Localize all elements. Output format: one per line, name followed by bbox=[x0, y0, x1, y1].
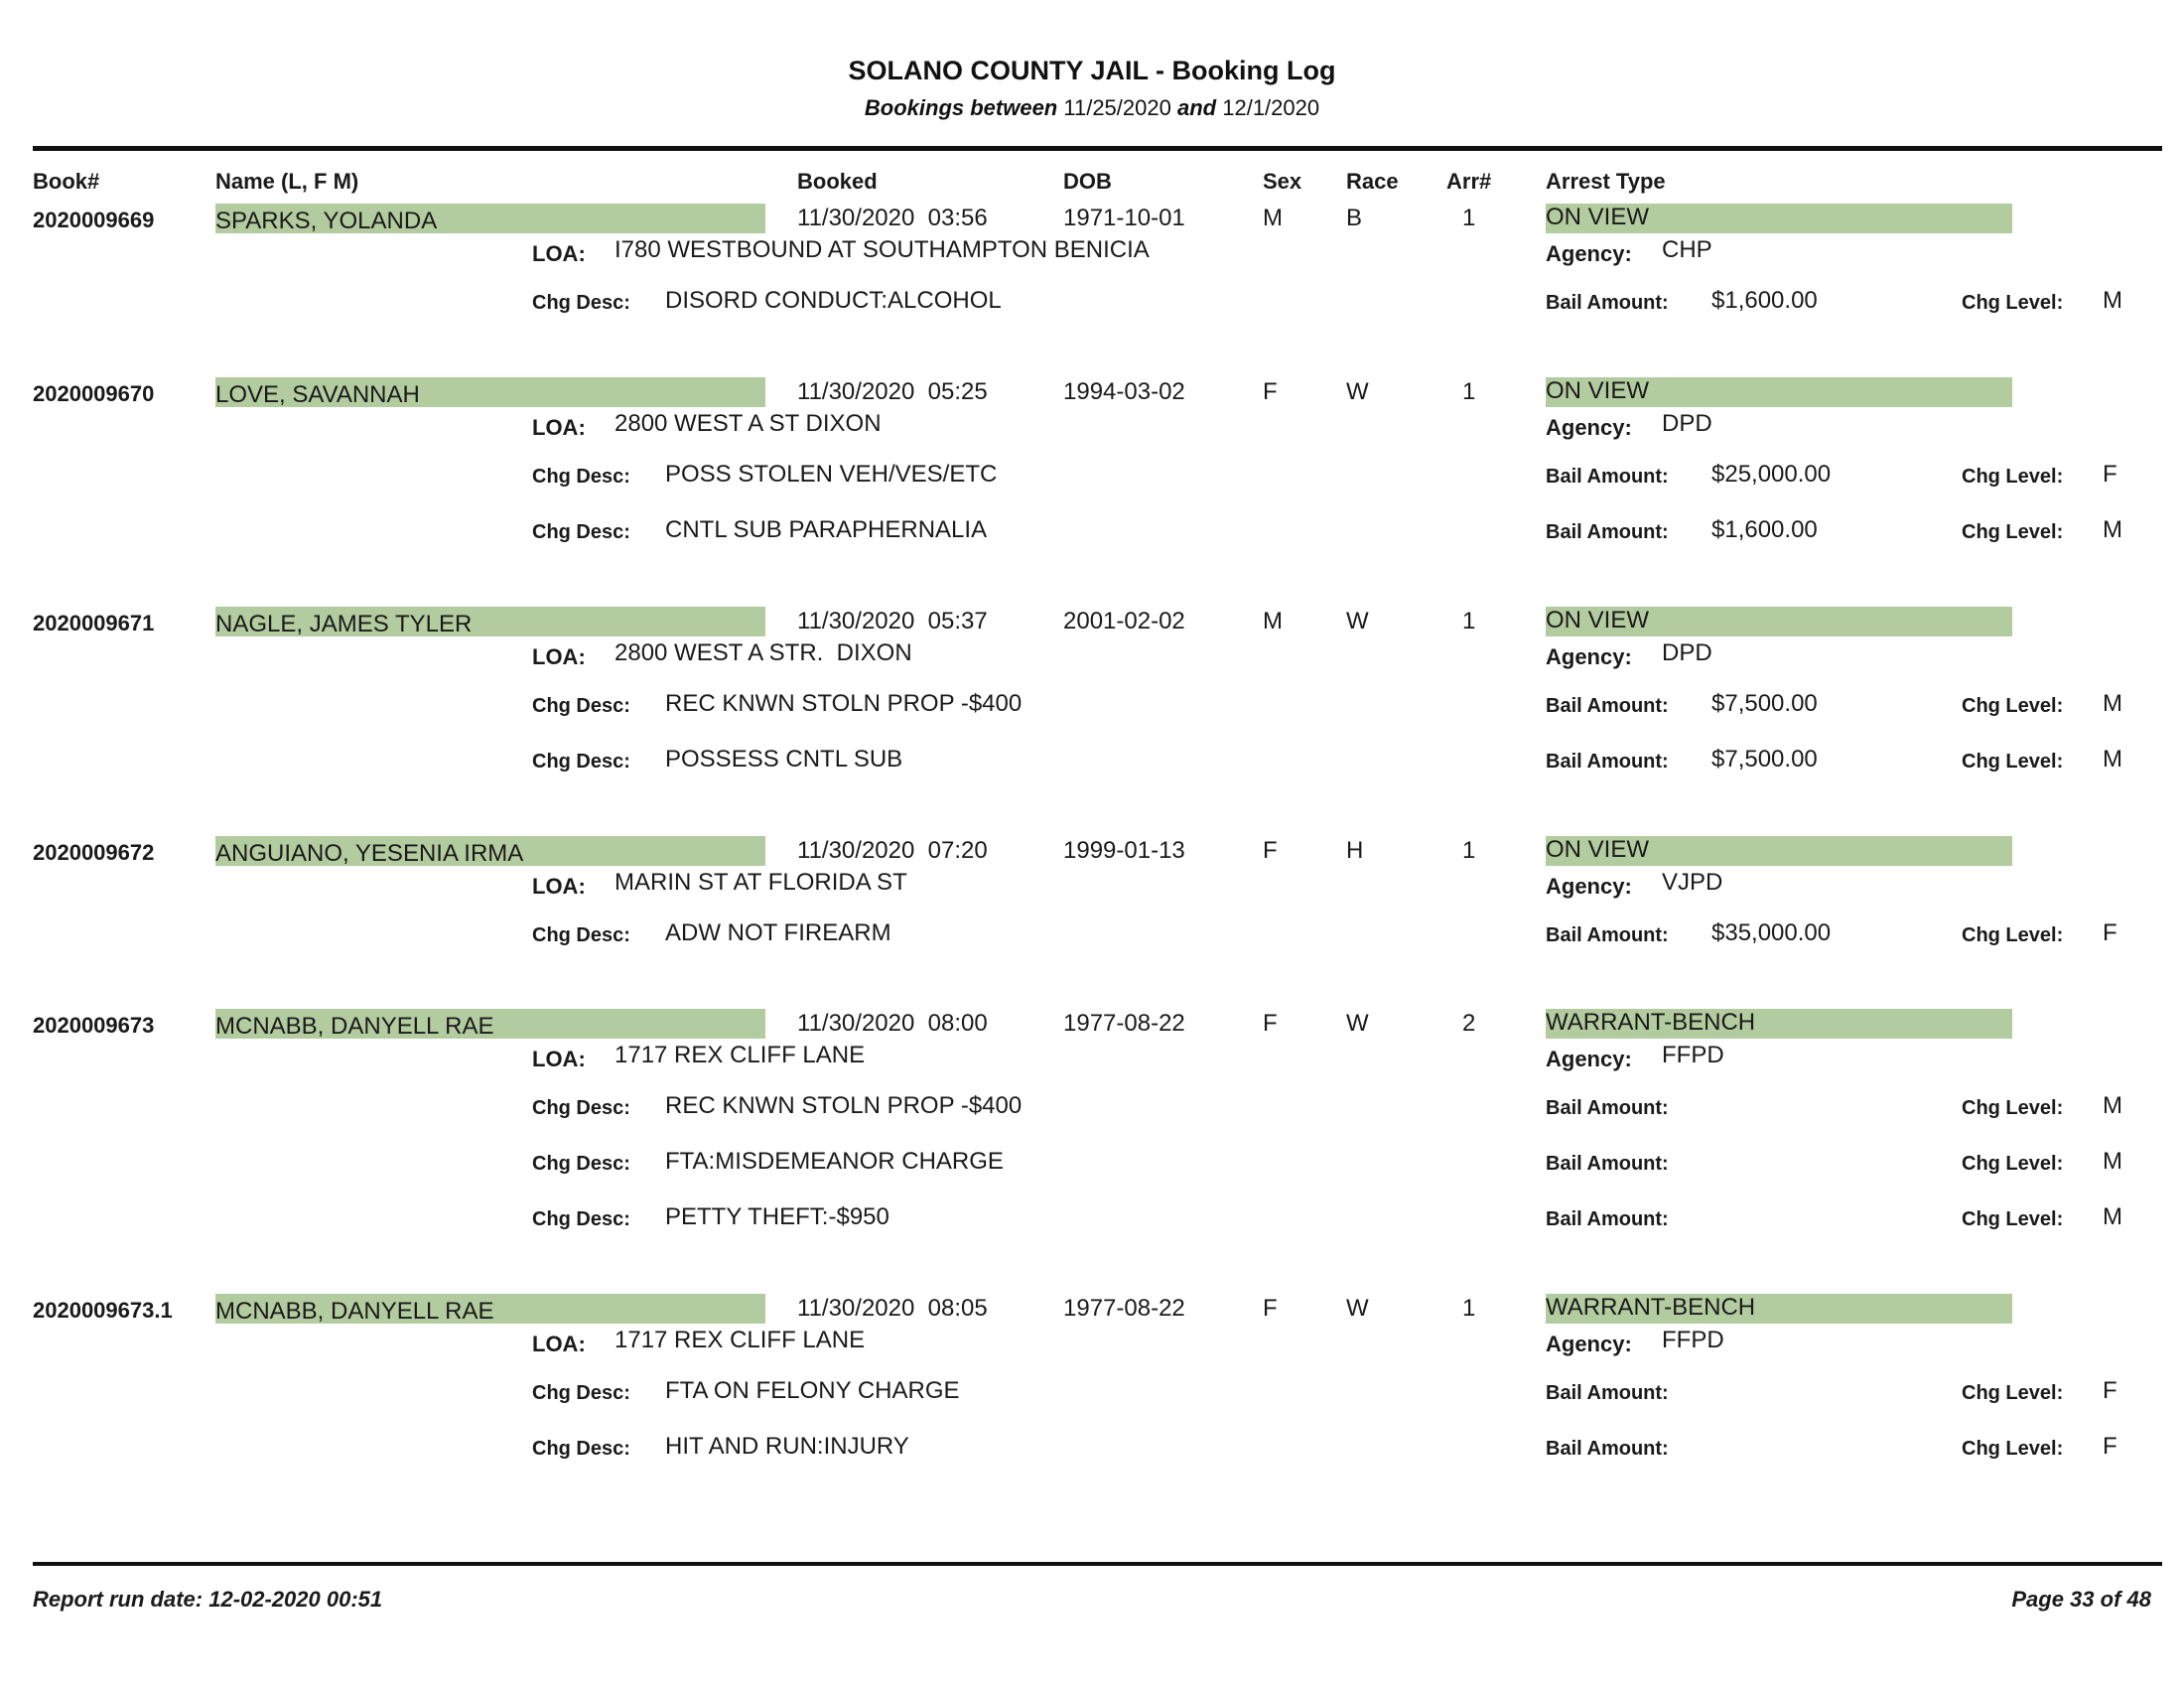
charge-row bbox=[0, 1147, 2184, 1187]
charge-row bbox=[0, 1091, 2184, 1131]
page-number: Page 33 of 48 bbox=[2011, 1587, 2151, 1612]
agency-label: Agency: bbox=[1546, 1332, 1632, 1356]
charge-desc: HIT AND RUN:INJURY bbox=[665, 1433, 909, 1460]
booked-datetime: 11/30/2020 05:37 bbox=[797, 608, 988, 634]
charge-desc: DISORD CONDUCT:ALCOHOL bbox=[665, 287, 1002, 314]
arrest-count: 1 bbox=[1462, 1295, 1476, 1322]
charge-level-label: Chg Level: bbox=[1962, 1208, 2064, 1230]
arrest-type: WARRANT-BENCH bbox=[1546, 1294, 1756, 1321]
charge-level-label: Chg Level: bbox=[1962, 1382, 2064, 1404]
name-highlight bbox=[215, 377, 765, 407]
bail-amount: $1,600.00 bbox=[1711, 516, 1818, 543]
person-name: MCNABB, DANYELL RAE bbox=[215, 1013, 494, 1040]
charge-desc: FTA ON FELONY CHARGE bbox=[665, 1377, 960, 1404]
charge-desc-label: Chg Desc: bbox=[532, 695, 630, 717]
loa-value: 2800 WEST A STR. DIXON bbox=[614, 639, 912, 666]
charge-level: M bbox=[2103, 287, 2122, 314]
charge-desc: FTA:MISDEMEANOR CHARGE bbox=[665, 1148, 1004, 1175]
dob: 1977-08-22 bbox=[1063, 1010, 1185, 1037]
charge-desc-label: Chg Desc: bbox=[532, 1382, 630, 1404]
loa-value: 2800 WEST A ST DIXON bbox=[614, 410, 882, 437]
loa-value: 1717 REX CLIFF LANE bbox=[614, 1327, 866, 1353]
person-name: MCNABB, DANYELL RAE bbox=[215, 1298, 494, 1325]
charge-row bbox=[0, 286, 2184, 326]
agency-label: Agency: bbox=[1546, 1047, 1632, 1071]
bottom-divider bbox=[33, 1562, 2162, 1566]
person-name: ANGUIANO, YESENIA IRMA bbox=[215, 840, 524, 867]
sex: M bbox=[1263, 608, 1283, 634]
booked-datetime: 11/30/2020 08:00 bbox=[797, 1010, 988, 1037]
booking-record bbox=[0, 836, 2184, 899]
booking-record bbox=[0, 204, 2184, 266]
sex: M bbox=[1263, 205, 1283, 231]
charge-level-label: Chg Level: bbox=[1962, 1153, 2064, 1175]
bail-amount-label: Bail Amount: bbox=[1546, 466, 1669, 488]
arrest-type-highlight bbox=[1546, 607, 2012, 636]
charge-level: F bbox=[2103, 919, 2117, 946]
loa-label: LOA: bbox=[532, 1332, 586, 1356]
charge-level: M bbox=[2103, 690, 2122, 717]
agency-value: DPD bbox=[1662, 639, 1712, 666]
charge-desc-label: Chg Desc: bbox=[532, 751, 630, 773]
bail-amount-label: Bail Amount: bbox=[1546, 924, 1669, 946]
charge-row bbox=[0, 745, 2184, 784]
dob: 1994-03-02 bbox=[1063, 378, 1185, 405]
arrest-type-highlight bbox=[1546, 836, 2012, 866]
bail-amount-label: Bail Amount: bbox=[1546, 695, 1669, 717]
arrest-count: 2 bbox=[1462, 1010, 1476, 1037]
charge-desc-label: Chg Desc: bbox=[532, 292, 630, 314]
loa-label: LOA: bbox=[532, 874, 586, 899]
arrest-type-highlight bbox=[1546, 377, 2012, 407]
sex: F bbox=[1263, 378, 1278, 405]
charge-row bbox=[0, 1376, 2184, 1416]
name-highlight bbox=[215, 836, 765, 866]
dob: 2001-02-02 bbox=[1063, 608, 1185, 634]
arrest-type: WARRANT-BENCH bbox=[1546, 1009, 1756, 1036]
book-number: 2020009673 bbox=[33, 1013, 155, 1038]
book-number: 2020009671 bbox=[33, 611, 155, 635]
arrest-type: ON VIEW bbox=[1546, 204, 1650, 230]
start-date: 11/25/2020 bbox=[1063, 95, 1171, 120]
race: W bbox=[1346, 1295, 1369, 1322]
race: W bbox=[1346, 378, 1369, 405]
report-run-date: Report run date: 12-02-2020 00:51 bbox=[33, 1587, 383, 1612]
charge-level-label: Chg Level: bbox=[1962, 751, 2064, 773]
charge-desc-label: Chg Desc: bbox=[532, 924, 630, 946]
report-title: SOLANO COUNTY JAIL - Booking Log bbox=[848, 56, 1336, 85]
col-race: Race bbox=[1346, 169, 1399, 194]
sex: F bbox=[1263, 1010, 1278, 1037]
charge-level: M bbox=[2103, 1203, 2122, 1230]
agency-value: VJPD bbox=[1662, 869, 1723, 896]
loa-value: I780 WESTBOUND AT SOUTHAMPTON BENICIA bbox=[614, 236, 1150, 263]
booked-datetime: 11/30/2020 07:20 bbox=[797, 837, 988, 864]
loa-label: LOA: bbox=[532, 415, 586, 440]
booked-datetime: 11/30/2020 05:25 bbox=[797, 378, 988, 405]
charge-level-label: Chg Level: bbox=[1962, 521, 2064, 543]
bail-amount-label: Bail Amount: bbox=[1546, 292, 1669, 314]
bail-amount: $25,000.00 bbox=[1711, 461, 1832, 488]
col-sex: Sex bbox=[1263, 169, 1302, 194]
bail-amount-label: Bail Amount: bbox=[1546, 1153, 1669, 1175]
report-subtitle bbox=[0, 95, 2184, 121]
booking-record bbox=[0, 377, 2184, 440]
top-divider bbox=[33, 146, 2162, 151]
charge-row bbox=[0, 1202, 2184, 1242]
subtitle-prefix: Bookings between bbox=[864, 95, 1058, 120]
bail-amount-label: Bail Amount: bbox=[1546, 751, 1669, 773]
charge-desc: REC KNWN STOLN PROP -$400 bbox=[665, 690, 1023, 717]
sex: F bbox=[1263, 1295, 1278, 1322]
charge-desc: POSS STOLEN VEH/VES/ETC bbox=[665, 461, 998, 488]
loa-label: LOA: bbox=[532, 1047, 586, 1071]
charge-desc: ADW NOT FIREARM bbox=[665, 919, 891, 946]
col-name: Name (L, F M) bbox=[215, 169, 359, 194]
person-name: LOVE, SAVANNAH bbox=[215, 381, 420, 408]
charge-desc-label: Chg Desc: bbox=[532, 1438, 630, 1460]
charge-level: M bbox=[2103, 516, 2122, 543]
book-number: 2020009669 bbox=[33, 208, 155, 232]
agency-value: DPD bbox=[1662, 410, 1712, 437]
arrest-count: 1 bbox=[1462, 837, 1476, 864]
charge-row bbox=[0, 918, 2184, 958]
race: B bbox=[1346, 205, 1363, 231]
bail-amount-label: Bail Amount: bbox=[1546, 1208, 1669, 1230]
charge-row bbox=[0, 689, 2184, 729]
arrest-count: 1 bbox=[1462, 205, 1476, 231]
loa-label: LOA: bbox=[532, 241, 586, 266]
name-highlight bbox=[215, 607, 765, 636]
col-booked: Booked bbox=[797, 169, 878, 194]
arrest-type-highlight bbox=[1546, 204, 2012, 233]
charge-level: M bbox=[2103, 1092, 2122, 1119]
loa-value: MARIN ST AT FLORIDA ST bbox=[614, 869, 907, 896]
end-date: 12/1/2020 bbox=[1222, 95, 1320, 120]
agency-label: Agency: bbox=[1546, 644, 1632, 669]
bail-amount: $7,500.00 bbox=[1711, 746, 1818, 773]
charge-desc: REC KNWN STOLN PROP -$400 bbox=[665, 1092, 1023, 1119]
charge-desc: PETTY THEFT:-$950 bbox=[665, 1203, 889, 1230]
charge-level: F bbox=[2103, 461, 2117, 488]
charge-level: F bbox=[2103, 1433, 2117, 1460]
book-number: 2020009672 bbox=[33, 840, 155, 865]
dob: 1999-01-13 bbox=[1063, 837, 1185, 864]
agency-label: Agency: bbox=[1546, 415, 1632, 440]
charge-level-label: Chg Level: bbox=[1962, 695, 2064, 717]
bail-amount: $1,600.00 bbox=[1711, 287, 1818, 314]
booked-datetime: 11/30/2020 03:56 bbox=[797, 205, 988, 231]
race: W bbox=[1346, 1010, 1369, 1037]
charge-level: F bbox=[2103, 1377, 2117, 1404]
bail-amount-label: Bail Amount: bbox=[1546, 521, 1669, 543]
charge-desc-label: Chg Desc: bbox=[532, 1097, 630, 1119]
person-name: NAGLE, JAMES TYLER bbox=[215, 611, 473, 637]
charge-row bbox=[0, 515, 2184, 555]
charge-level-label: Chg Level: bbox=[1962, 1097, 2064, 1119]
bail-amount: $7,500.00 bbox=[1711, 690, 1818, 717]
subtitle-and: and bbox=[1176, 95, 1217, 120]
loa-value: 1717 REX CLIFF LANE bbox=[614, 1042, 866, 1068]
race: H bbox=[1346, 837, 1364, 864]
charge-level-label: Chg Level: bbox=[1962, 466, 2064, 488]
booked-datetime: 11/30/2020 08:05 bbox=[797, 1295, 988, 1322]
col-arrest-type: Arrest Type bbox=[1546, 169, 1666, 194]
race: W bbox=[1346, 608, 1369, 634]
agency-value: CHP bbox=[1662, 236, 1712, 263]
col-arr: Arr# bbox=[1446, 169, 1492, 194]
person-name: SPARKS, YOLANDA bbox=[215, 208, 438, 234]
charge-desc-label: Chg Desc: bbox=[532, 1153, 630, 1175]
booking-record bbox=[0, 1009, 2184, 1071]
charge-row bbox=[0, 1432, 2184, 1472]
bail-amount-label: Bail Amount: bbox=[1546, 1097, 1669, 1119]
charge-level-label: Chg Level: bbox=[1962, 1438, 2064, 1460]
name-highlight bbox=[215, 1009, 765, 1039]
book-number: 2020009673.1 bbox=[33, 1298, 173, 1323]
charge-desc-label: Chg Desc: bbox=[532, 521, 630, 543]
col-dob: DOB bbox=[1063, 169, 1112, 194]
booking-record bbox=[0, 1294, 2184, 1356]
charge-row bbox=[0, 460, 2184, 499]
loa-label: LOA: bbox=[532, 644, 586, 669]
charge-desc: POSSESS CNTL SUB bbox=[665, 746, 903, 773]
dob: 1977-08-22 bbox=[1063, 1295, 1185, 1322]
name-highlight bbox=[215, 204, 765, 233]
col-book: Book# bbox=[33, 169, 100, 194]
arrest-type-highlight bbox=[1546, 1294, 2012, 1324]
agency-value: FFPD bbox=[1662, 1327, 1724, 1353]
agency-label: Agency: bbox=[1546, 874, 1632, 899]
arrest-count: 1 bbox=[1462, 608, 1476, 634]
name-highlight bbox=[215, 1294, 765, 1324]
charge-level-label: Chg Level: bbox=[1962, 924, 2064, 946]
charge-desc-label: Chg Desc: bbox=[532, 1208, 630, 1230]
agency-value: FFPD bbox=[1662, 1042, 1724, 1068]
bail-amount: $35,000.00 bbox=[1711, 919, 1832, 946]
book-number: 2020009670 bbox=[33, 381, 155, 406]
bail-amount-label: Bail Amount: bbox=[1546, 1438, 1669, 1460]
charge-level-label: Chg Level: bbox=[1962, 292, 2064, 314]
arrest-type-highlight bbox=[1546, 1009, 2012, 1039]
charge-level: M bbox=[2103, 1148, 2122, 1175]
charge-desc-label: Chg Desc: bbox=[532, 466, 630, 488]
arrest-type: ON VIEW bbox=[1546, 377, 1650, 404]
agency-label: Agency: bbox=[1546, 241, 1632, 266]
arrest-type: ON VIEW bbox=[1546, 607, 1650, 633]
arrest-type: ON VIEW bbox=[1546, 836, 1650, 863]
sex: F bbox=[1263, 837, 1278, 864]
bail-amount-label: Bail Amount: bbox=[1546, 1382, 1669, 1404]
dob: 1971-10-01 bbox=[1063, 205, 1185, 231]
charge-desc: CNTL SUB PARAPHERNALIA bbox=[665, 516, 988, 543]
charge-level: M bbox=[2103, 746, 2122, 773]
booking-record bbox=[0, 607, 2184, 669]
arrest-count: 1 bbox=[1462, 378, 1476, 405]
